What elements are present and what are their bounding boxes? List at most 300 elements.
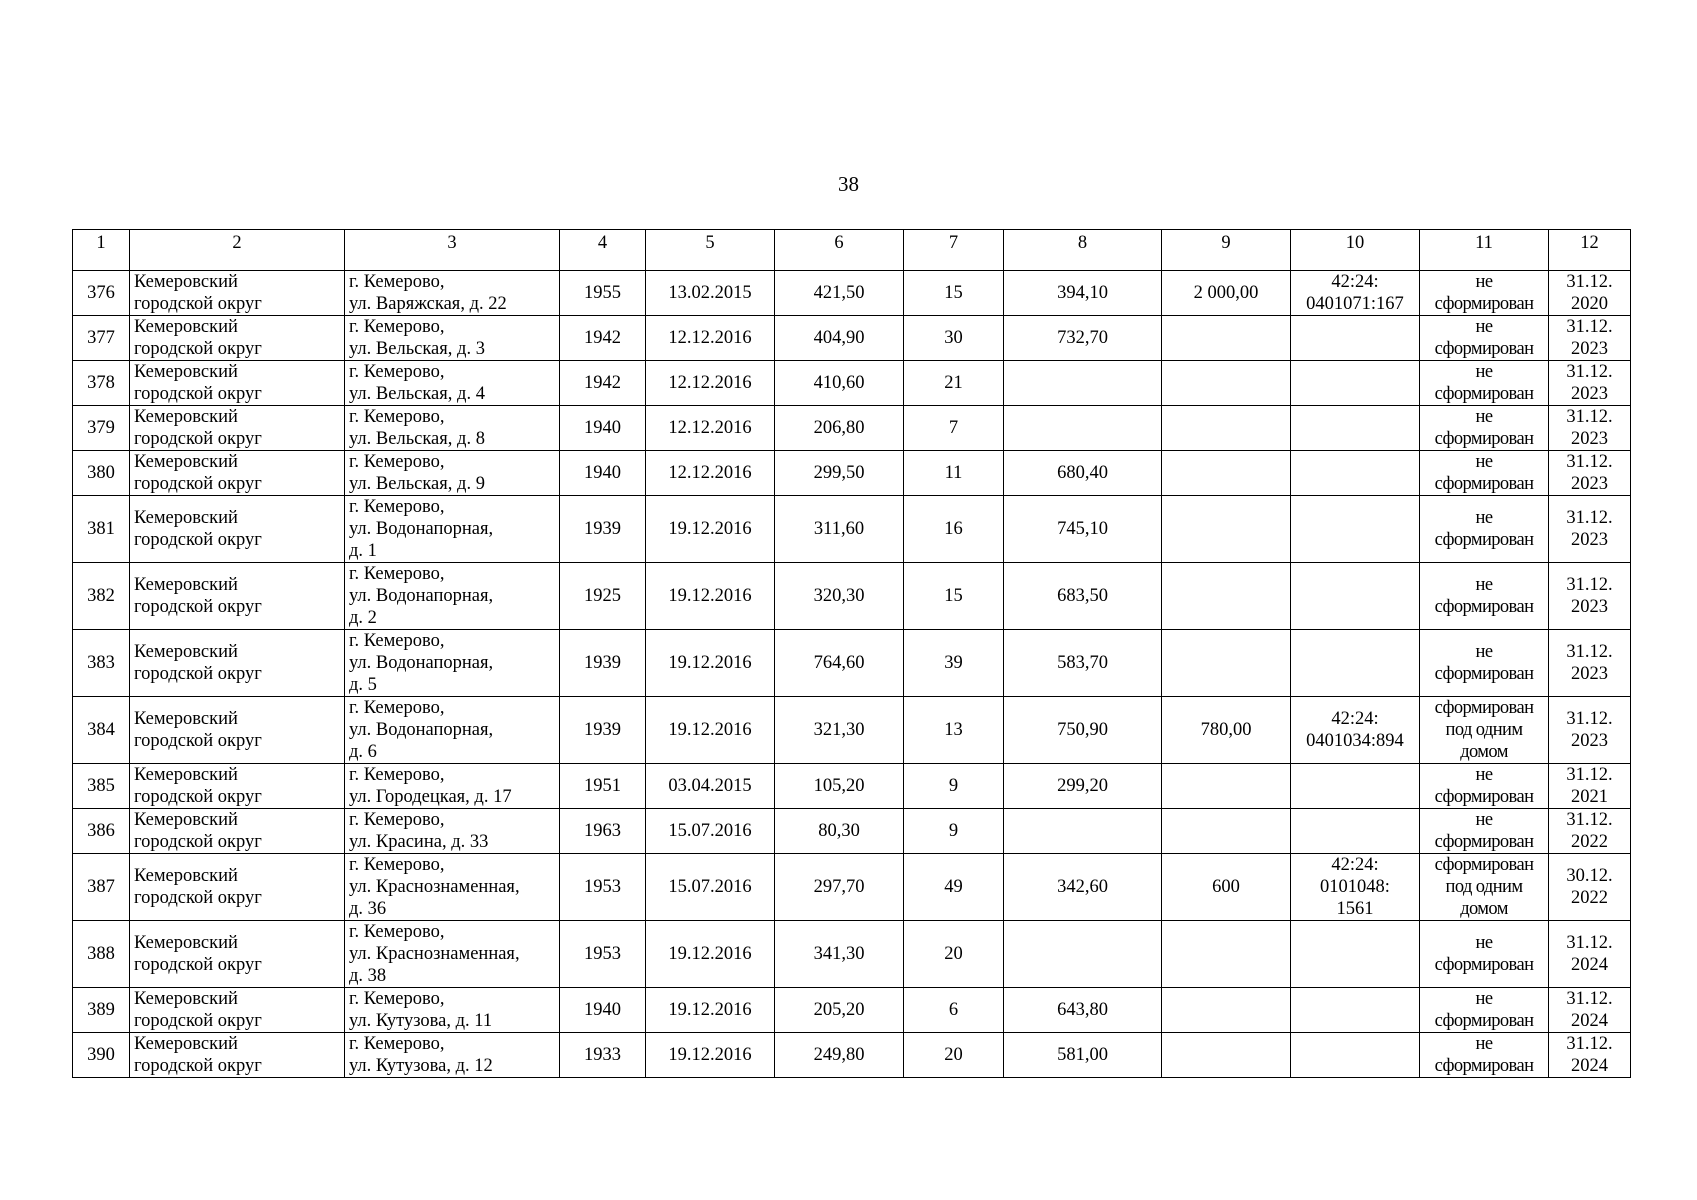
cell-line: 2020 bbox=[1571, 294, 1608, 314]
cadastral-number-cell bbox=[1291, 1033, 1420, 1078]
cell-line: г. Кемерово, bbox=[349, 1034, 445, 1054]
address-cell bbox=[345, 316, 560, 361]
col9-cell bbox=[1162, 496, 1291, 563]
table-row bbox=[73, 563, 1631, 630]
col8-cell: 745,10 bbox=[1004, 496, 1162, 563]
col9-cell bbox=[1162, 630, 1291, 697]
cell-line: сформирован bbox=[1434, 530, 1534, 550]
deadline-cell bbox=[1549, 496, 1631, 563]
land-status-cell bbox=[1420, 271, 1549, 316]
cadastral-number-cell bbox=[1291, 764, 1420, 809]
cell-line: Кемеровский bbox=[134, 272, 238, 292]
table-row bbox=[73, 764, 1631, 809]
date-cell: 19.12.2016 bbox=[646, 988, 775, 1033]
cell-line: ул. Водонапорная, bbox=[349, 519, 494, 539]
cell-line: не bbox=[1475, 452, 1493, 472]
area-cell: 410,60 bbox=[775, 361, 904, 406]
cell-line: городской округ bbox=[134, 1056, 262, 1076]
cell-line: 31.12. bbox=[1566, 317, 1613, 337]
cell-line: ул. Вельская, д. 8 bbox=[349, 429, 485, 449]
col9-cell bbox=[1162, 563, 1291, 630]
area-cell: 311,60 bbox=[775, 496, 904, 563]
cell-line: 2023 bbox=[1571, 664, 1608, 684]
row-number-cell: 376 bbox=[73, 271, 130, 316]
table-row bbox=[73, 316, 1631, 361]
row-number-cell: 377 bbox=[73, 316, 130, 361]
cell-line: ул. Вельская, д. 4 bbox=[349, 384, 485, 404]
row-number-cell: 384 bbox=[73, 697, 130, 764]
column-header: 10 bbox=[1291, 230, 1420, 271]
address-cell bbox=[345, 630, 560, 697]
cell-line: Кемеровский bbox=[134, 575, 238, 595]
cell-line: сформирован bbox=[1434, 294, 1534, 314]
land-status-cell bbox=[1420, 496, 1549, 563]
area-cell: 321,30 bbox=[775, 697, 904, 764]
cell-line: Кемеровский bbox=[134, 989, 238, 1009]
area-cell: 404,90 bbox=[775, 316, 904, 361]
date-cell: 19.12.2016 bbox=[646, 630, 775, 697]
col9-cell: 780,00 bbox=[1162, 697, 1291, 764]
cell-line: городской округ bbox=[134, 955, 262, 975]
cell-line: 31.12. bbox=[1566, 1034, 1613, 1054]
address-cell bbox=[345, 271, 560, 316]
deadline-cell bbox=[1549, 697, 1631, 764]
residents-cell: 9 bbox=[904, 809, 1004, 854]
cell-line: д. 5 bbox=[349, 675, 377, 695]
year-cell: 1953 bbox=[560, 921, 646, 988]
address-cell bbox=[345, 854, 560, 921]
cell-line: 2023 bbox=[1571, 530, 1608, 550]
cell-line: 31.12. bbox=[1566, 452, 1613, 472]
cell-line: г. Кемерово, bbox=[349, 497, 445, 517]
district-cell bbox=[130, 630, 345, 697]
cadastral-number-cell bbox=[1291, 271, 1420, 316]
date-cell: 19.12.2016 bbox=[646, 496, 775, 563]
cadastral-number-cell bbox=[1291, 809, 1420, 854]
date-cell: 19.12.2016 bbox=[646, 697, 775, 764]
cell-line: ул. Кутузова, д. 12 bbox=[349, 1056, 493, 1076]
row-number-cell: 388 bbox=[73, 921, 130, 988]
area-cell: 299,50 bbox=[775, 451, 904, 496]
cell-line: городской округ bbox=[134, 530, 262, 550]
district-cell bbox=[130, 271, 345, 316]
table-row bbox=[73, 496, 1631, 563]
cell-line: 0401034:894 bbox=[1306, 731, 1404, 751]
district-cell bbox=[130, 764, 345, 809]
district-cell bbox=[130, 921, 345, 988]
deadline-cell bbox=[1549, 1033, 1631, 1078]
area-cell: 341,30 bbox=[775, 921, 904, 988]
cell-line: 31.12. bbox=[1566, 508, 1613, 528]
cell-line: 2024 bbox=[1571, 955, 1608, 975]
cell-line: Кемеровский bbox=[134, 765, 238, 785]
cadastral-number-cell bbox=[1291, 854, 1420, 921]
cadastral-number-cell bbox=[1291, 451, 1420, 496]
cell-line: д. 6 bbox=[349, 742, 377, 762]
cadastral-number-cell bbox=[1291, 316, 1420, 361]
row-number-cell: 382 bbox=[73, 563, 130, 630]
district-cell bbox=[130, 809, 345, 854]
cadastral-number-cell bbox=[1291, 496, 1420, 563]
table-row bbox=[73, 451, 1631, 496]
date-cell: 12.12.2016 bbox=[646, 361, 775, 406]
cell-line: 2024 bbox=[1571, 1056, 1608, 1076]
cell-line: сформирован bbox=[1434, 339, 1534, 359]
col8-cell: 342,60 bbox=[1004, 854, 1162, 921]
cell-line: не bbox=[1475, 575, 1493, 595]
cell-line: городской округ bbox=[134, 384, 262, 404]
cell-line: не bbox=[1475, 1034, 1493, 1054]
date-cell: 19.12.2016 bbox=[646, 921, 775, 988]
col8-cell: 683,50 bbox=[1004, 563, 1162, 630]
cell-line: 2023 bbox=[1571, 731, 1608, 751]
table-row bbox=[73, 1033, 1631, 1078]
deadline-cell bbox=[1549, 361, 1631, 406]
header-row bbox=[73, 230, 1631, 271]
cell-line: ул. Варяжская, д. 22 bbox=[349, 294, 507, 314]
table-row bbox=[73, 406, 1631, 451]
col8-cell: 680,40 bbox=[1004, 451, 1162, 496]
cell-line: городской округ bbox=[134, 888, 262, 908]
row-number-cell: 390 bbox=[73, 1033, 130, 1078]
housing-register-table bbox=[72, 229, 1631, 1078]
land-status-cell bbox=[1420, 451, 1549, 496]
cell-line: г. Кемерово, bbox=[349, 989, 445, 1009]
column-header: 6 bbox=[775, 230, 904, 271]
cell-line: г. Кемерово, bbox=[349, 922, 445, 942]
cell-line: не bbox=[1475, 317, 1493, 337]
cell-line: 42:24: bbox=[1331, 709, 1379, 729]
area-cell: 320,30 bbox=[775, 563, 904, 630]
year-cell: 1951 bbox=[560, 764, 646, 809]
date-cell: 03.04.2015 bbox=[646, 764, 775, 809]
cell-line: домом bbox=[1460, 742, 1508, 762]
cell-line: Кемеровский bbox=[134, 866, 238, 886]
year-cell: 1940 bbox=[560, 406, 646, 451]
land-status-cell bbox=[1420, 854, 1549, 921]
col9-cell: 600 bbox=[1162, 854, 1291, 921]
col9-cell bbox=[1162, 988, 1291, 1033]
col9-cell bbox=[1162, 1033, 1291, 1078]
residents-cell: 15 bbox=[904, 563, 1004, 630]
col9-cell bbox=[1162, 406, 1291, 451]
district-cell bbox=[130, 406, 345, 451]
table-row bbox=[73, 630, 1631, 697]
column-header: 11 bbox=[1420, 230, 1549, 271]
column-header: 5 bbox=[646, 230, 775, 271]
land-status-cell bbox=[1420, 316, 1549, 361]
table-row bbox=[73, 988, 1631, 1033]
land-status-cell bbox=[1420, 988, 1549, 1033]
cell-line: сформирован bbox=[1434, 855, 1534, 875]
table-body bbox=[73, 271, 1631, 1078]
col9-cell bbox=[1162, 809, 1291, 854]
col8-cell: 732,70 bbox=[1004, 316, 1162, 361]
cell-line: г. Кемерово, bbox=[349, 631, 445, 651]
cell-line: г. Кемерово, bbox=[349, 317, 445, 337]
cell-line: городской округ bbox=[134, 429, 262, 449]
cell-line: сформирован bbox=[1434, 955, 1534, 975]
column-header: 12 bbox=[1549, 230, 1631, 271]
col8-cell: 643,80 bbox=[1004, 988, 1162, 1033]
year-cell: 1953 bbox=[560, 854, 646, 921]
cell-line: сформирован bbox=[1434, 1056, 1534, 1076]
land-status-cell bbox=[1420, 361, 1549, 406]
col9-cell bbox=[1162, 361, 1291, 406]
address-cell bbox=[345, 697, 560, 764]
residents-cell: 39 bbox=[904, 630, 1004, 697]
land-status-cell bbox=[1420, 809, 1549, 854]
col9-cell bbox=[1162, 316, 1291, 361]
address-cell bbox=[345, 764, 560, 809]
deadline-cell bbox=[1549, 921, 1631, 988]
year-cell: 1939 bbox=[560, 496, 646, 563]
date-cell: 13.02.2015 bbox=[646, 271, 775, 316]
cell-line: 2022 bbox=[1571, 832, 1608, 852]
cadastral-number-cell bbox=[1291, 697, 1420, 764]
deadline-cell bbox=[1549, 406, 1631, 451]
cell-line: 31.12. bbox=[1566, 575, 1613, 595]
year-cell: 1933 bbox=[560, 1033, 646, 1078]
address-cell bbox=[345, 988, 560, 1033]
column-header: 7 bbox=[904, 230, 1004, 271]
area-cell: 764,60 bbox=[775, 630, 904, 697]
deadline-cell bbox=[1549, 809, 1631, 854]
cell-line: ул. Кутузова, д. 11 bbox=[349, 1011, 493, 1031]
district-cell bbox=[130, 854, 345, 921]
year-cell: 1942 bbox=[560, 316, 646, 361]
cell-line: д. 2 bbox=[349, 608, 377, 628]
cell-line: не bbox=[1475, 765, 1493, 785]
cell-line: 31.12. bbox=[1566, 765, 1613, 785]
cell-line: сформирован bbox=[1434, 474, 1534, 494]
cell-line: 2023 bbox=[1571, 597, 1608, 617]
date-cell: 19.12.2016 bbox=[646, 1033, 775, 1078]
cell-line: сформирован bbox=[1434, 664, 1534, 684]
cell-line: под одним bbox=[1445, 877, 1523, 897]
table-row bbox=[73, 271, 1631, 316]
residents-cell: 20 bbox=[904, 1033, 1004, 1078]
cell-line: сформирован bbox=[1434, 787, 1534, 807]
cadastral-number-cell bbox=[1291, 406, 1420, 451]
cell-line: ул. Водонапорная, bbox=[349, 720, 494, 740]
col8-cell bbox=[1004, 921, 1162, 988]
col8-cell bbox=[1004, 809, 1162, 854]
cell-line: сформирован bbox=[1434, 597, 1534, 617]
table-row bbox=[73, 697, 1631, 764]
year-cell: 1939 bbox=[560, 630, 646, 697]
col8-cell: 583,70 bbox=[1004, 630, 1162, 697]
deadline-cell bbox=[1549, 271, 1631, 316]
col9-cell bbox=[1162, 764, 1291, 809]
cell-line: 31.12. bbox=[1566, 989, 1613, 1009]
residents-cell: 6 bbox=[904, 988, 1004, 1033]
column-header: 9 bbox=[1162, 230, 1291, 271]
column-header: 4 bbox=[560, 230, 646, 271]
row-number-cell: 383 bbox=[73, 630, 130, 697]
cell-line: г. Кемерово, bbox=[349, 272, 445, 292]
district-cell bbox=[130, 496, 345, 563]
cell-line: д. 38 bbox=[349, 966, 387, 986]
cell-line: городской округ bbox=[134, 1011, 262, 1031]
cell-line: Кемеровский bbox=[134, 1034, 238, 1054]
cadastral-number-cell bbox=[1291, 988, 1420, 1033]
row-number-cell: 386 bbox=[73, 809, 130, 854]
district-cell bbox=[130, 451, 345, 496]
area-cell: 80,30 bbox=[775, 809, 904, 854]
col9-cell bbox=[1162, 451, 1291, 496]
address-cell bbox=[345, 361, 560, 406]
cell-line: 42:24: bbox=[1331, 855, 1379, 875]
residents-cell: 20 bbox=[904, 921, 1004, 988]
cell-line: 2023 bbox=[1571, 474, 1608, 494]
cell-line: ул. Вельская, д. 9 bbox=[349, 474, 485, 494]
cell-line: 31.12. bbox=[1566, 272, 1613, 292]
area-cell: 297,70 bbox=[775, 854, 904, 921]
cell-line: городской округ bbox=[134, 597, 262, 617]
cell-line: Кемеровский bbox=[134, 933, 238, 953]
district-cell bbox=[130, 988, 345, 1033]
cell-line: сформирован bbox=[1434, 429, 1534, 449]
land-status-cell bbox=[1420, 406, 1549, 451]
row-number-cell: 389 bbox=[73, 988, 130, 1033]
col8-cell: 394,10 bbox=[1004, 271, 1162, 316]
cell-line: ул. Водонапорная, bbox=[349, 653, 494, 673]
cell-line: Кемеровский bbox=[134, 508, 238, 528]
cell-line: г. Кемерово, bbox=[349, 810, 445, 830]
cell-line: Кемеровский bbox=[134, 452, 238, 472]
deadline-cell bbox=[1549, 316, 1631, 361]
cadastral-number-cell bbox=[1291, 630, 1420, 697]
address-cell bbox=[345, 563, 560, 630]
residents-cell: 30 bbox=[904, 316, 1004, 361]
area-cell: 206,80 bbox=[775, 406, 904, 451]
cell-line: ул. Краснознаменная, bbox=[349, 877, 520, 897]
cell-line: не bbox=[1475, 508, 1493, 528]
land-status-cell bbox=[1420, 921, 1549, 988]
cell-line: 31.12. bbox=[1566, 709, 1613, 729]
address-cell bbox=[345, 809, 560, 854]
column-header: 1 bbox=[73, 230, 130, 271]
table-row bbox=[73, 809, 1631, 854]
table-row bbox=[73, 854, 1631, 921]
cell-line: не bbox=[1475, 810, 1493, 830]
cadastral-number-cell bbox=[1291, 361, 1420, 406]
area-cell: 205,20 bbox=[775, 988, 904, 1033]
col9-cell bbox=[1162, 921, 1291, 988]
deadline-cell bbox=[1549, 854, 1631, 921]
district-cell bbox=[130, 316, 345, 361]
col8-cell: 299,20 bbox=[1004, 764, 1162, 809]
cell-line: не bbox=[1475, 272, 1493, 292]
year-cell: 1925 bbox=[560, 563, 646, 630]
row-number-cell: 380 bbox=[73, 451, 130, 496]
cell-line: под одним bbox=[1445, 720, 1523, 740]
cell-line: Кемеровский bbox=[134, 362, 238, 382]
cell-line: ул. Краснознаменная, bbox=[349, 944, 520, 964]
area-cell: 249,80 bbox=[775, 1033, 904, 1078]
cell-line: городской округ bbox=[134, 294, 262, 314]
page-number: 38 bbox=[838, 172, 859, 196]
cell-line: 0401071:167 bbox=[1306, 294, 1404, 314]
cell-line: 30.12. bbox=[1566, 866, 1613, 886]
land-status-cell bbox=[1420, 563, 1549, 630]
cell-line: 2021 bbox=[1571, 787, 1608, 807]
cell-line: 31.12. bbox=[1566, 933, 1613, 953]
area-cell: 421,50 bbox=[775, 271, 904, 316]
cell-line: городской округ bbox=[134, 664, 262, 684]
area-cell: 105,20 bbox=[775, 764, 904, 809]
cell-line: 2023 bbox=[1571, 384, 1608, 404]
district-cell bbox=[130, 697, 345, 764]
cell-line: Кемеровский bbox=[134, 642, 238, 662]
cell-line: 2024 bbox=[1571, 1011, 1608, 1031]
date-cell: 12.12.2016 bbox=[646, 316, 775, 361]
year-cell: 1940 bbox=[560, 451, 646, 496]
cadastral-number-cell bbox=[1291, 921, 1420, 988]
cell-line: г. Кемерово, bbox=[349, 564, 445, 584]
cell-line: г. Кемерово, bbox=[349, 855, 445, 875]
cell-line: городской округ bbox=[134, 339, 262, 359]
col8-cell: 581,00 bbox=[1004, 1033, 1162, 1078]
row-number-cell: 381 bbox=[73, 496, 130, 563]
address-cell bbox=[345, 1033, 560, 1078]
col9-cell: 2 000,00 bbox=[1162, 271, 1291, 316]
cell-line: сформирован bbox=[1434, 698, 1534, 718]
address-cell bbox=[345, 451, 560, 496]
cell-line: д. 36 bbox=[349, 899, 387, 919]
cell-line: ул. Вельская, д. 3 bbox=[349, 339, 485, 359]
row-number-cell: 387 bbox=[73, 854, 130, 921]
cell-line: 31.12. bbox=[1566, 810, 1613, 830]
cell-line: домом bbox=[1460, 899, 1508, 919]
land-status-cell bbox=[1420, 630, 1549, 697]
deadline-cell bbox=[1549, 630, 1631, 697]
deadline-cell bbox=[1549, 988, 1631, 1033]
land-status-cell bbox=[1420, 1033, 1549, 1078]
cell-line: д. 1 bbox=[349, 541, 377, 561]
year-cell: 1940 bbox=[560, 988, 646, 1033]
cell-line: не bbox=[1475, 989, 1493, 1009]
cell-line: 31.12. bbox=[1566, 362, 1613, 382]
cell-line: сформирован bbox=[1434, 832, 1534, 852]
cell-line: 42:24: bbox=[1331, 272, 1379, 292]
cell-line: сформирован bbox=[1434, 1011, 1534, 1031]
district-cell bbox=[130, 563, 345, 630]
cell-line: не bbox=[1475, 407, 1493, 427]
residents-cell: 9 bbox=[904, 764, 1004, 809]
deadline-cell bbox=[1549, 563, 1631, 630]
year-cell: 1939 bbox=[560, 697, 646, 764]
cell-line: Кемеровский bbox=[134, 407, 238, 427]
cell-line: ул. Городецкая, д. 17 bbox=[349, 787, 512, 807]
row-number-cell: 379 bbox=[73, 406, 130, 451]
cell-line: городской округ bbox=[134, 474, 262, 494]
cell-line: Кемеровский bbox=[134, 317, 238, 337]
cell-line: городской округ bbox=[134, 731, 262, 751]
col8-cell bbox=[1004, 361, 1162, 406]
residents-cell: 15 bbox=[904, 271, 1004, 316]
residents-cell: 13 bbox=[904, 697, 1004, 764]
cadastral-number-cell bbox=[1291, 563, 1420, 630]
date-cell: 15.07.2016 bbox=[646, 854, 775, 921]
cell-line: сформирован bbox=[1434, 384, 1534, 404]
cell-line: ул. Водонапорная, bbox=[349, 586, 494, 606]
cell-line: 2023 bbox=[1571, 429, 1608, 449]
residents-cell: 11 bbox=[904, 451, 1004, 496]
deadline-cell bbox=[1549, 451, 1631, 496]
row-number-cell: 378 bbox=[73, 361, 130, 406]
